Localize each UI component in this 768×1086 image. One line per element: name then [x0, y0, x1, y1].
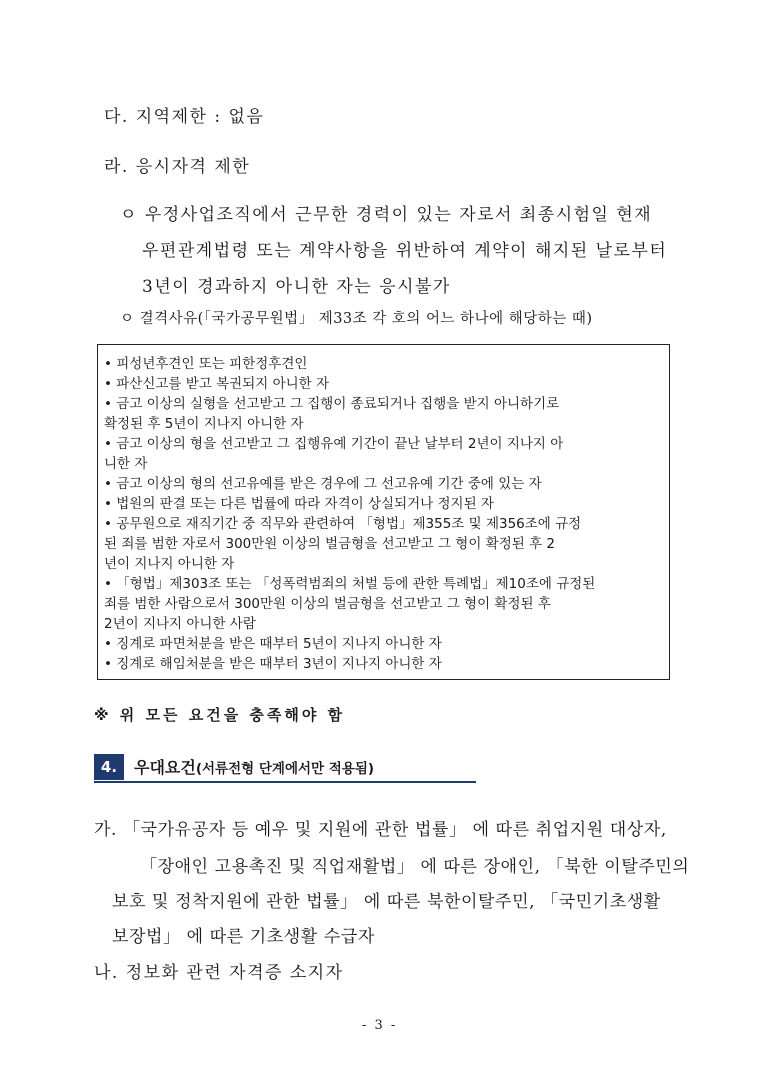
section-number-badge: 4. — [94, 754, 124, 780]
item-da: 다. 지역제한 : 없음 — [104, 107, 265, 127]
box-line: • 징계로 파면처분을 받은 때부터 5년이 지나지 아니한 자 — [104, 636, 442, 652]
box-line: • 금고 이상의 실형을 선고받고 그 집행이 종료되거나 집행을 받지 아니하기로 — [104, 396, 560, 412]
box-line: 확정된 후 5년이 지나지 아니한 자 — [104, 416, 304, 432]
box-line: • 피성년후견인 또는 피한정후견인 — [104, 356, 308, 372]
preference-na: 나. 정보화 관련 자격증 소지자 — [94, 963, 344, 983]
box-line: 된 죄를 범한 자로서 300만원 이상의 벌금형을 선고받고 그 형이 확정된 후 2 — [104, 536, 555, 552]
box-line: • 금고 이상의 형을 선고받고 그 집행유예 기간이 끝난 날부터 2년이 지나지 아 — [104, 436, 564, 452]
section-title-main: 우대요건 — [134, 758, 196, 777]
requirements-note: ※ 위 모든 요건을 충족해야 함 — [94, 706, 346, 724]
disqualification-box — [97, 344, 670, 680]
page-number: - 3 - — [362, 1018, 398, 1033]
section-underline — [94, 781, 476, 783]
section-title-sub: (서류전형 단계에서만 적용됨) — [195, 761, 375, 777]
preference-ga-line1: 가. 「국가유공자 등 예우 및 지원에 관한 법률」 에 따른 취업지원 대상자, — [94, 820, 667, 840]
box-line: 죄를 범한 사람으로서 300만원 이상의 벌금형을 선고받고 그 형이 확정된 후 — [104, 596, 551, 612]
box-line: 년이 지나지 아니한 자 — [104, 556, 235, 572]
bullet2: ㅇ 결격사유(「국가공무원법」 제33조 각 호의 어느 하나에 해당하는 때) — [120, 311, 593, 327]
box-line: • 「형법」제303조 또는 「성폭력범죄의 처벌 등에 관한 특례법」제10조에 규정된 — [104, 576, 596, 592]
preference-ga-line3: 보호 및 정착지원에 관한 법률」 에 따른 북한이탈주민, 「국민기초생활 — [112, 892, 661, 912]
box-line: • 금고 이상의 형의 선고유예를 받은 경우에 그 선고유예 기간 중에 있는 자 — [104, 476, 542, 492]
preference-ga-line2: 「장애인 고용촉진 및 직업재활법」 에 따른 장애인, 「북한 이탈주민의 — [140, 857, 690, 877]
item-ra: 라. 응시자격 제한 — [104, 157, 251, 177]
bullet1-line2: 우편관계법령 또는 계약사항을 위반하여 계약이 해지된 날로부터 — [142, 241, 668, 261]
section-title — [134, 755, 374, 778]
box-line: • 공무원으로 재직기간 중 직무와 관련하여 「형법」제355조 및 제356조에 규정 — [104, 516, 582, 532]
box-line: 니한 자 — [104, 456, 148, 472]
bullet1-line1: ㅇ 우정사업조직에서 근무한 경력이 있는 자로서 최종시험일 현재 — [120, 205, 653, 225]
box-line: • 파산신고를 받고 복권되지 아니한 자 — [104, 376, 330, 392]
bullet1-line3: 3년이 경과하지 아니한 자는 응시불가 — [142, 277, 451, 297]
box-line: • 징계로 해임처분을 받은 때부터 3년이 지나지 아니한 자 — [104, 656, 442, 672]
box-line: • 법원의 판결 또는 다른 법률에 따라 자격이 상실되거나 정지된 자 — [104, 496, 494, 512]
box-line: 2년이 지나지 아니한 사람 — [104, 616, 256, 632]
preference-ga-line4: 보장법」 에 따른 기초생활 수급자 — [112, 927, 375, 947]
